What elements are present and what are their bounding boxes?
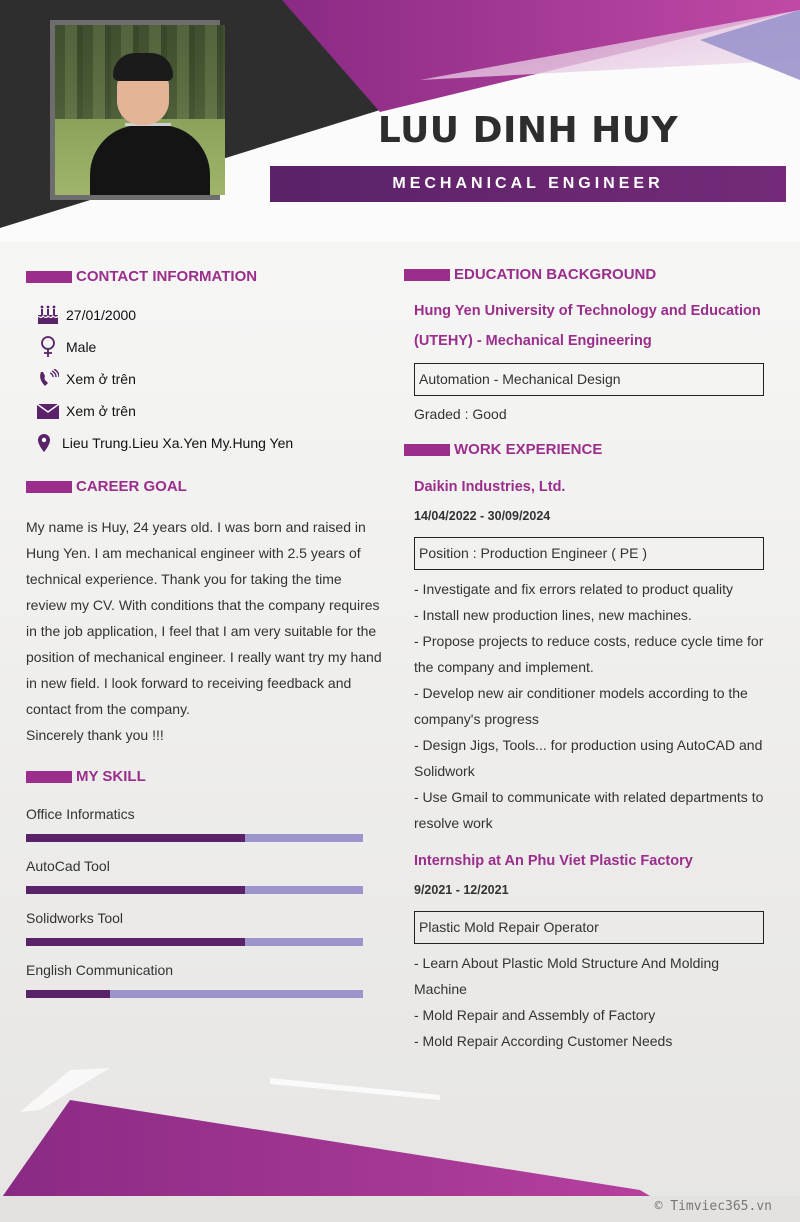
job-dates: 9/2021 - 12/2021 — [414, 883, 509, 897]
skill-bar — [26, 834, 363, 842]
cv-header — [0, 0, 800, 242]
contact-email-text: Xem ở trên — [66, 403, 136, 419]
contact-gender-text: Male — [66, 339, 97, 355]
skill-bar — [26, 990, 363, 998]
profile-photo — [55, 25, 225, 195]
education-grade: Graded : Good — [414, 406, 507, 422]
duty-item: - Learn About Plastic Mold Structure And Molding Machine — [414, 955, 720, 997]
contact-email — [36, 401, 136, 421]
duty-item: - Mold Repair According Customer Needs — [414, 1033, 673, 1049]
duty-item: - Develop new air conditioner models according to the company's progress — [414, 685, 748, 727]
career-goal-paragraph: My name is Huy, 24 years old. I was born and raised in Hung Yen. I am mechanical engineer with 2.5 years of technical experience. Thank you for taking the time review my CV. With conditions that the company requires in the job application, I feel that I am very suitable for the position of mechanical engineer. I really want try my hand in new field. I look forward to receiving feedback and contact from the company. — [26, 519, 382, 717]
job-duties — [414, 950, 774, 1054]
contact-address-text: Lieu Trung.Lieu Xa.Yen My.Hung Yen — [62, 435, 294, 451]
envelope-icon — [36, 401, 60, 421]
contact-address — [32, 433, 293, 453]
work-heading: WORK EXPERIENCE — [404, 441, 602, 458]
contact-gender — [36, 337, 96, 357]
skill-name: Solidworks Tool — [26, 910, 124, 926]
skill-bar-fill — [26, 990, 110, 998]
map-pin-icon — [32, 433, 56, 453]
skill-name: English Communication — [26, 962, 174, 978]
education-major-box: Automation - Mechanical Design — [414, 363, 764, 396]
career-heading: CAREER GOAL — [26, 478, 187, 495]
duty-item: - Design Jigs, Tools... for production using AutoCAD and Solidwork — [414, 737, 763, 779]
contact-heading: CONTACT INFORMATION — [26, 268, 257, 285]
career-goal-closing: Sincerely thank you !!! — [26, 727, 164, 743]
duty-item: - Use Gmail to communicate with related departments to resolve work — [414, 789, 764, 831]
career-goal-text — [26, 514, 382, 748]
skill-bar-fill — [26, 886, 245, 894]
skill-bar-fill — [26, 834, 245, 842]
education-heading: EDUCATION BACKGROUND — [404, 266, 656, 283]
contact-phone — [36, 369, 136, 389]
footer-credit: © Timviec365.vn — [654, 1199, 772, 1214]
birthday-cake-icon — [36, 305, 60, 325]
job-title-banner: MECHANICAL ENGINEER — [270, 166, 786, 202]
duty-item: - Install new production lines, new machines. — [414, 607, 692, 623]
footer-decoration — [0, 1050, 800, 1222]
candidate-name: LUU DINH HUY — [377, 110, 679, 151]
phone-icon — [36, 369, 60, 389]
contact-birthday-text: 27/01/2000 — [66, 307, 137, 323]
skill-bar — [26, 938, 363, 946]
job-duties — [414, 576, 774, 836]
school-name: Hung Yen University of Technology and Education (UTEHY) - Mechanical Engineering — [414, 303, 761, 349]
duty-item: - Mold Repair and Assembly of Factory — [414, 1007, 656, 1023]
company-name: Internship at An Phu Viet Plastic Factory — [414, 853, 693, 869]
duty-item: - Propose projects to reduce costs, reduce cycle time for the company and implement. — [414, 633, 764, 675]
duty-item: - Investigate and fix errors related to product quality — [414, 581, 734, 597]
job-position-box: Plastic Mold Repair Operator — [414, 911, 764, 944]
contact-phone-text: Xem ở trên — [66, 371, 136, 387]
skill-bar — [26, 886, 363, 894]
female-gender-icon — [36, 337, 60, 357]
skill-name: Office Informatics — [26, 806, 135, 822]
job-dates: 14/04/2022 - 30/09/2024 — [414, 509, 551, 523]
skill-bar-fill — [26, 938, 245, 946]
skill-heading: MY SKILL — [26, 768, 146, 785]
job-position-box: Position : Production Engineer ( PE ) — [414, 537, 764, 570]
company-name: Daikin Industries, Ltd. — [414, 479, 566, 495]
skill-name: AutoCad Tool — [26, 858, 110, 874]
contact-birthday — [36, 305, 136, 325]
